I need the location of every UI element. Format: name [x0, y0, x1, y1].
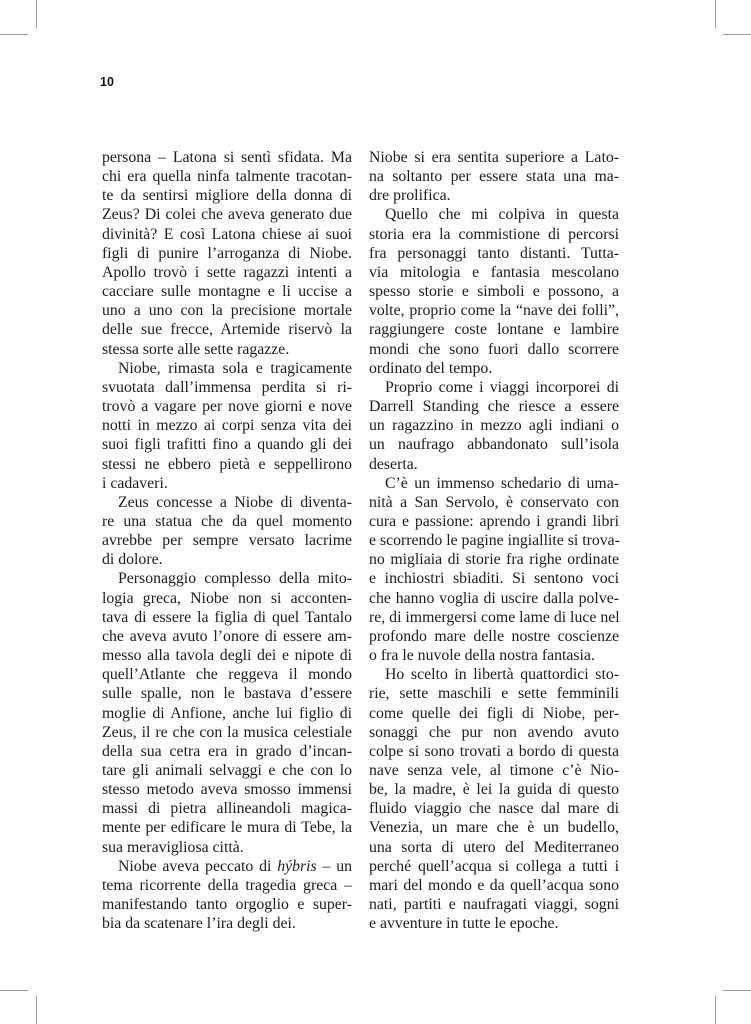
text-line: fluido viaggio che nasce dal mare di	[369, 800, 619, 818]
text-line: Quello che mi colpiva in questa	[385, 206, 619, 224]
text-line: manifestando tanto orgoglio e super-	[102, 896, 352, 914]
text-line: colpe si sono trovati a bordo di questa	[369, 742, 619, 760]
text-line: C’è un immenso schedario di uma-	[385, 474, 619, 492]
text-line: bia da scatenare l’ira degli dei.	[102, 915, 296, 933]
text-line: via mitologia e fantasia mescolano	[369, 263, 619, 281]
text-line: na soltanto per essere stata una ma-	[369, 168, 619, 186]
crop-mark-bottom-left-horizontal	[0, 990, 28, 991]
text-line: di dolore.	[102, 551, 163, 569]
crop-mark-bottom-left	[36, 996, 37, 1024]
text-line: messo alla tavola degli dei e nipote di	[102, 647, 352, 665]
crop-mark-top-left	[36, 0, 37, 28]
crop-mark-bottom-right-horizontal	[723, 990, 751, 991]
text-line: Ho scelto in libertà quattordici sto-	[385, 666, 619, 684]
text-line: Apollo trovò i sette ragazzi intenti a	[102, 263, 352, 281]
text-line: Venezia, un mare che è un budello,	[369, 819, 619, 837]
crop-mark-top-left-horizontal	[0, 34, 28, 35]
text-line: divinità? E così Latona chiese ai suoi	[102, 225, 352, 243]
text-line: una sorta di utero del Mediterraneo	[369, 838, 619, 856]
crop-mark-top-right	[715, 0, 716, 28]
text-line: Niobe, rimasta sola e tragicamente	[118, 359, 352, 377]
text-line: i cadaveri.	[102, 474, 168, 492]
text-line: e scorrendo le pagine ingiallite si trova-	[369, 532, 620, 550]
text-line: no migliaia di storie fra righe ordinate	[369, 551, 619, 569]
text-line: volte, proprio come la “nave dei folli”,	[369, 302, 619, 320]
text-line: fra personaggi tanto distanti. Tutta-	[369, 244, 619, 262]
text-line: Personaggio complesso della mito-	[118, 570, 352, 588]
left-text-column	[102, 148, 352, 933]
text-line: sua meravigliosa città.	[102, 838, 244, 856]
text-line: spesso storie e simboli e possono, a	[369, 283, 619, 301]
text-line: tava di essere la figlia di quel Tantalo	[102, 608, 352, 626]
text-line: profondo mare delle nostre coscienze	[369, 627, 619, 645]
text-fragment: – un	[316, 857, 352, 875]
text-line: sonaggi che pur non avendo avuto	[369, 723, 619, 741]
text-line: logia greca, Niobe non si acconten-	[102, 589, 352, 607]
text-line: moglie di Anfione, anche lui figlio di	[102, 704, 352, 722]
text-line: mari del mondo e da quell’acqua sono	[369, 876, 619, 894]
text-line: Niobe si era sentita superiore a Lato-	[369, 149, 619, 166]
text-line: raggiungere coste lontane e lambire	[369, 321, 619, 339]
text-line: perché quell’acqua si collega a tutti i	[369, 857, 619, 875]
text-line: Zeus concesse a Niobe di diventa-	[118, 493, 352, 511]
text-line: trovò a vagare per nove giorni e nove	[102, 398, 352, 416]
text-line: tema ricorrente della tragedia greca –	[102, 876, 352, 894]
text-line: della sua cetra era in grado d’incan-	[102, 742, 352, 760]
text-line: be, la madre, è lei la guida di questo	[369, 781, 619, 799]
text-line: svuotata dall’immensa perdita si ri-	[102, 378, 352, 396]
text-line: nità a San Servolo, è conservato con	[369, 493, 619, 511]
text-line: mondi che sono fuori dallo scorrere	[369, 340, 619, 358]
italic-term: hýbris	[277, 857, 317, 875]
text-fragment: Niobe aveva peccato di	[118, 857, 278, 875]
text-line: mente per edificare le mura di Tebe, la	[102, 819, 352, 837]
text-line	[102, 857, 352, 876]
text-line: avrebbe per sempre versato lacrime	[102, 532, 352, 550]
text-line: e avventure in tutte le epoche.	[369, 915, 559, 933]
text-line: Proprio come i viaggi incorporei di	[385, 378, 619, 396]
text-line: notti in mezzo ai corpi senza vita dei	[102, 417, 352, 435]
text-line: delle sue frecce, Artemide riservò la	[102, 321, 352, 339]
text-line: deserta.	[369, 455, 418, 473]
page-number: 10	[100, 75, 114, 89]
text-line: stessa sorte alle sette ragazze.	[102, 340, 290, 358]
text-line: massi di pietra allineandoli magica-	[102, 800, 352, 818]
right-text-column	[369, 148, 619, 933]
text-line: figli di punire l’arroganza di Niobe.	[102, 244, 352, 262]
text-line: come quelle dei figli di Niobe, per-	[369, 704, 619, 722]
text-line: stesso metodo aveva smosso immensi	[102, 781, 352, 799]
text-line: te da sentirsi migliore della donna di	[102, 187, 352, 205]
text-line: rie, sette maschili e sette femminili	[369, 685, 619, 703]
text-line: che hanno voglia di uscire dalla polve-	[369, 589, 619, 607]
text-line: Zeus? Di colei che aveva generato due	[102, 206, 352, 224]
text-line: ordinato del tempo.	[369, 359, 493, 377]
text-line: nati, partiti e naufragati viaggi, sogni	[369, 896, 619, 914]
text-line: cura e passione: aprendo i grandi libri	[369, 512, 619, 530]
text-line: re una statua che da quel momento	[102, 512, 352, 530]
text-line: sulle spalle, non le bastava d’essere	[102, 685, 352, 703]
text-line: re, di immergersi come lame di luce nel	[369, 608, 620, 626]
text-line: persona – Latona si sentì sfidata. Ma	[102, 149, 352, 166]
text-line: e inchiostri sbiaditi. Si sentono voci	[369, 570, 619, 588]
crop-mark-bottom-right	[715, 996, 716, 1024]
text-line: storia era la commistione di percorsi	[369, 225, 619, 243]
text-line: Zeus, il re che con la musica celestiale	[102, 723, 352, 741]
text-line: stessi ne ebbero pietà e seppellirono	[102, 455, 352, 473]
text-line: suoi figli trafitti fino a quando gli dei	[102, 436, 352, 454]
text-line: cacciare sulle montagne e li uccise a	[102, 283, 352, 301]
text-line: un ragazzino in mezzo agli indiani o	[369, 417, 619, 435]
crop-mark-top-right-horizontal	[723, 34, 751, 35]
text-line: tare gli animali selvaggi e che con lo	[102, 762, 352, 779]
text-line: chi era quella ninfa talmente tracotan-	[102, 168, 352, 186]
text-line: o fra le nuvole della nostra fantasia.	[369, 647, 595, 665]
text-line: un naufrago abbandonato sull’isola	[369, 436, 619, 454]
text-line: che aveva avuto l’onore di essere am-	[102, 627, 352, 645]
text-line: uno a uno con la precisione mortale	[102, 302, 352, 320]
text-line: quell’Atlante che reggeva il mondo	[102, 666, 352, 684]
text-line: dre prolifica.	[369, 187, 451, 205]
text-line: Darrell Standing che riesce a essere	[369, 398, 619, 416]
text-line: nave senza vele, al timone c’è Nio-	[369, 762, 619, 779]
